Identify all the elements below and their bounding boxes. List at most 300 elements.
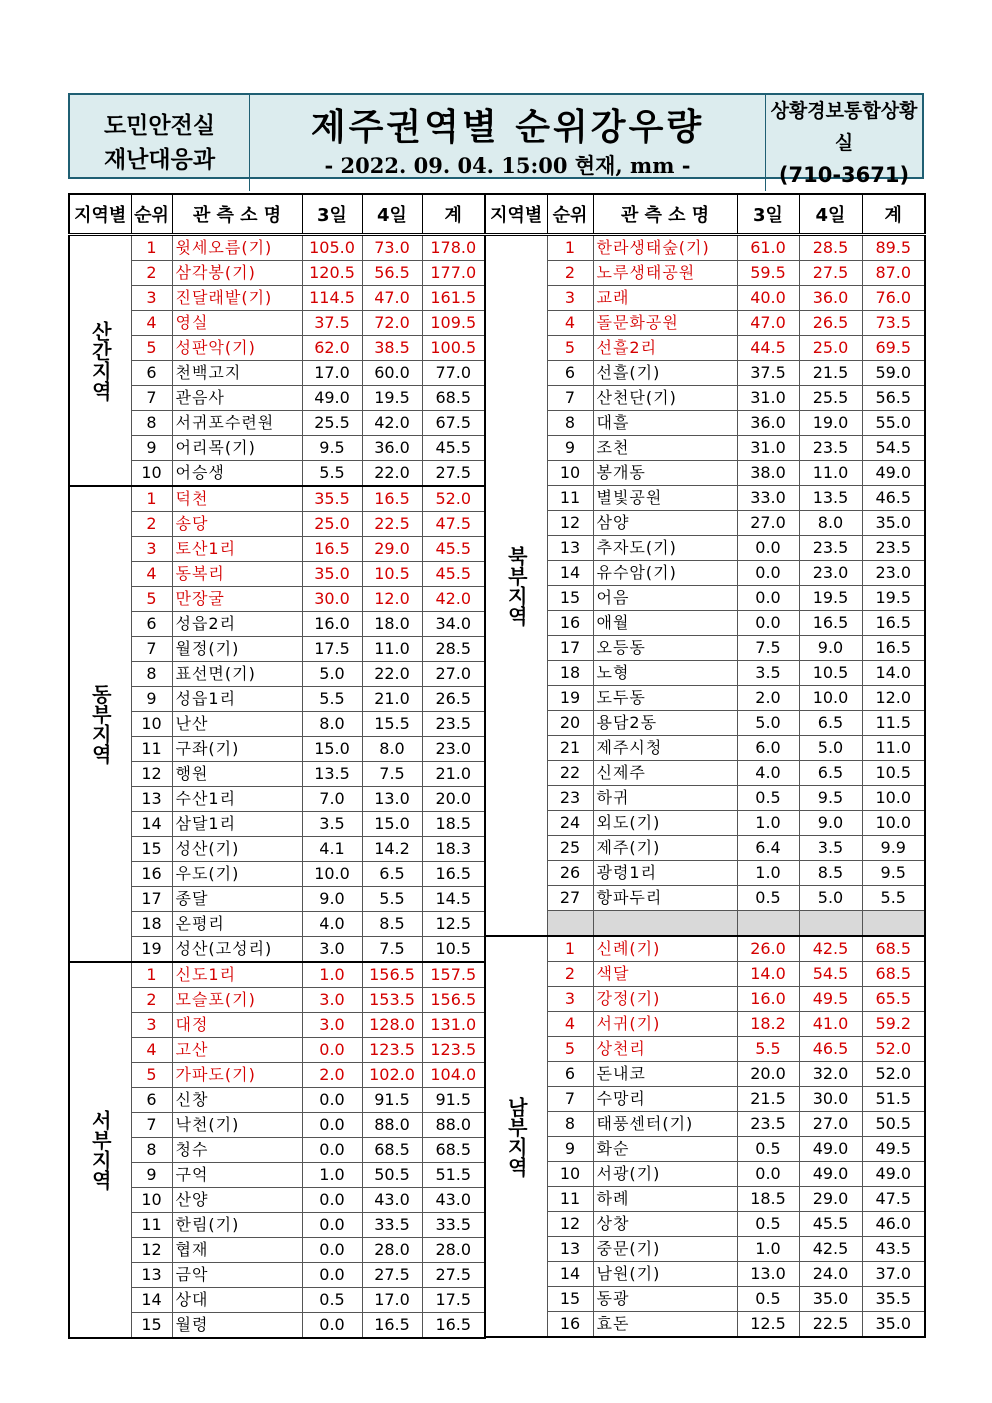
day4-rainfall-cell: 24.0 bbox=[799, 1262, 862, 1287]
total-rainfall-cell: 18.3 bbox=[422, 837, 485, 862]
office-name: 상황경보통합상황실 bbox=[770, 100, 918, 154]
total-rainfall-cell: 37.0 bbox=[862, 1262, 925, 1287]
table-row bbox=[69, 962, 485, 988]
rank-cell: 17 bbox=[547, 636, 593, 661]
report-header bbox=[68, 93, 924, 187]
rank-cell: 8 bbox=[131, 1138, 172, 1163]
station-name-cell: 난산 bbox=[172, 712, 302, 737]
day4-rainfall-cell: 25.5 bbox=[799, 386, 862, 411]
rank-cell: 9 bbox=[547, 436, 593, 461]
rank-cell: 3 bbox=[547, 987, 593, 1012]
station-name-cell: 월령 bbox=[172, 1313, 302, 1339]
table-row bbox=[485, 436, 925, 461]
day3-rainfall-cell: 3.0 bbox=[302, 937, 362, 963]
station-name-cell: 제주(기) bbox=[593, 836, 737, 861]
day3-rainfall-cell: 0.5 bbox=[302, 1288, 362, 1313]
total-rainfall-cell: 26.5 bbox=[422, 687, 485, 712]
table-row bbox=[69, 336, 485, 361]
total-rainfall-cell: 35.0 bbox=[862, 1312, 925, 1338]
rank-cell: 3 bbox=[547, 286, 593, 311]
total-rainfall-cell: 55.0 bbox=[862, 411, 925, 436]
station-name-cell: 우도(기) bbox=[172, 862, 302, 887]
day4-rainfall-cell: 28.5 bbox=[799, 235, 862, 261]
rank-cell: 7 bbox=[131, 637, 172, 662]
day3-rainfall-cell: 9.0 bbox=[302, 887, 362, 912]
table-row bbox=[69, 1138, 485, 1163]
rank-cell: 5 bbox=[547, 336, 593, 361]
table-row bbox=[69, 1163, 485, 1188]
col-header-rank: 순위 bbox=[131, 194, 172, 235]
station-name-cell: 동광 bbox=[593, 1287, 737, 1312]
table-row bbox=[485, 1137, 925, 1162]
table-row bbox=[485, 936, 925, 962]
day3-rainfall-cell: 3.0 bbox=[302, 1013, 362, 1038]
total-rainfall-cell: 16.5 bbox=[862, 636, 925, 661]
col-header-station: 관 측 소 명 bbox=[593, 194, 737, 235]
day3-rainfall-cell: 0.0 bbox=[302, 1113, 362, 1138]
day3-rainfall-cell: 12.5 bbox=[737, 1312, 799, 1338]
rank-cell: 2 bbox=[131, 512, 172, 537]
blank-row bbox=[485, 911, 925, 937]
day3-rainfall-cell: 0.0 bbox=[302, 1263, 362, 1288]
table-row bbox=[69, 1263, 485, 1288]
day4-rainfall-cell: 12.0 bbox=[362, 587, 422, 612]
department-name: 도민안전실 bbox=[103, 113, 216, 139]
day4-rainfall-cell: 14.2 bbox=[362, 837, 422, 862]
total-rainfall-cell: 9.5 bbox=[862, 861, 925, 886]
total-rainfall-cell: 11.0 bbox=[862, 736, 925, 761]
total-rainfall-cell: 104.0 bbox=[422, 1063, 485, 1088]
table-row bbox=[485, 1162, 925, 1187]
day4-rainfall-cell: 42.0 bbox=[362, 411, 422, 436]
table-row bbox=[485, 411, 925, 436]
rank-cell: 16 bbox=[131, 862, 172, 887]
rank-cell: 18 bbox=[131, 912, 172, 937]
total-rainfall-cell: 28.0 bbox=[422, 1238, 485, 1263]
station-name-cell: 천백고지 bbox=[172, 361, 302, 386]
rank-cell: 5 bbox=[131, 1063, 172, 1088]
station-name-cell: 삼각봉(기) bbox=[172, 261, 302, 286]
day4-rainfall-cell: 15.0 bbox=[362, 812, 422, 837]
total-rainfall-cell: 23.5 bbox=[862, 536, 925, 561]
col-header-total: 계 bbox=[862, 194, 925, 235]
day4-rainfall-cell: 10.0 bbox=[799, 686, 862, 711]
table-row bbox=[485, 1312, 925, 1338]
day3-rainfall-cell: 59.5 bbox=[737, 261, 799, 286]
day4-rainfall-cell: 60.0 bbox=[362, 361, 422, 386]
day4-rainfall-cell: 5.0 bbox=[799, 736, 862, 761]
day4-rainfall-cell: 13.0 bbox=[362, 787, 422, 812]
day4-rainfall-cell: 25.0 bbox=[799, 336, 862, 361]
day3-rainfall-cell: 4.1 bbox=[302, 837, 362, 862]
rank-cell: 5 bbox=[131, 336, 172, 361]
rank-cell: 2 bbox=[131, 261, 172, 286]
day3-rainfall-cell: 1.0 bbox=[737, 811, 799, 836]
total-rainfall-cell: 52.0 bbox=[422, 486, 485, 512]
table-row bbox=[485, 686, 925, 711]
rank-cell: 6 bbox=[547, 1062, 593, 1087]
day4-rainfall-cell: 72.0 bbox=[362, 311, 422, 336]
total-rainfall-cell: 16.5 bbox=[862, 611, 925, 636]
day3-rainfall-cell: 37.5 bbox=[737, 361, 799, 386]
total-rainfall-cell: 35.0 bbox=[862, 511, 925, 536]
table-row bbox=[69, 1013, 485, 1038]
rank-cell: 21 bbox=[547, 736, 593, 761]
table-row bbox=[69, 1313, 485, 1339]
total-rainfall-cell: 68.5 bbox=[862, 962, 925, 987]
rank-cell: 19 bbox=[547, 686, 593, 711]
total-rainfall-cell: 16.5 bbox=[422, 862, 485, 887]
day4-rainfall-cell: 43.0 bbox=[362, 1188, 422, 1213]
rank-cell: 5 bbox=[131, 587, 172, 612]
day3-rainfall-cell: 0.0 bbox=[302, 1038, 362, 1063]
col-header-region: 지역별 bbox=[485, 194, 547, 235]
total-rainfall-cell: 16.5 bbox=[422, 1313, 485, 1339]
table-row bbox=[69, 486, 485, 512]
rank-cell: 26 bbox=[547, 861, 593, 886]
office-phone: (710-3671) bbox=[778, 163, 910, 187]
table-row bbox=[69, 587, 485, 612]
col-header-day3: 3일 bbox=[302, 194, 362, 235]
day3-rainfall-cell: 35.0 bbox=[302, 562, 362, 587]
station-name-cell: 만장굴 bbox=[172, 587, 302, 612]
day4-rainfall-cell: 27.0 bbox=[799, 1112, 862, 1137]
day3-rainfall-cell: 0.5 bbox=[737, 786, 799, 811]
station-name-cell: 노루생태공원 bbox=[593, 261, 737, 286]
table-row bbox=[485, 235, 925, 261]
rank-cell: 15 bbox=[131, 1313, 172, 1339]
rank-cell: 13 bbox=[131, 787, 172, 812]
day4-rainfall-cell: 91.5 bbox=[362, 1088, 422, 1113]
col-header-day4: 4일 bbox=[362, 194, 422, 235]
rank-cell: 4 bbox=[547, 1012, 593, 1037]
station-name-cell: 서귀포수련원 bbox=[172, 411, 302, 436]
rank-cell: 13 bbox=[131, 1263, 172, 1288]
station-name-cell: 수산1리 bbox=[172, 787, 302, 812]
day3-rainfall-cell: 0.5 bbox=[737, 1287, 799, 1312]
total-rainfall-cell: 10.5 bbox=[862, 761, 925, 786]
rank-cell: 3 bbox=[131, 537, 172, 562]
total-rainfall-cell: 12.0 bbox=[862, 686, 925, 711]
day4-rainfall-cell: 22.5 bbox=[362, 512, 422, 537]
day3-rainfall-cell: 1.0 bbox=[302, 962, 362, 988]
station-name-cell: 외도(기) bbox=[593, 811, 737, 836]
table-row bbox=[485, 886, 925, 911]
table-row bbox=[69, 687, 485, 712]
station-name-cell: 서광(기) bbox=[593, 1162, 737, 1187]
station-name-cell: 선흘(기) bbox=[593, 361, 737, 386]
day3-rainfall-cell: 5.0 bbox=[302, 662, 362, 687]
region-label: 서부지역 bbox=[69, 962, 131, 1338]
day3-rainfall-cell: 1.0 bbox=[737, 1237, 799, 1262]
total-rainfall-cell: 20.0 bbox=[422, 787, 485, 812]
table-row bbox=[69, 612, 485, 637]
day4-rainfall-cell: 156.5 bbox=[362, 962, 422, 988]
total-rainfall-cell: 11.5 bbox=[862, 711, 925, 736]
day3-rainfall-cell: 16.5 bbox=[302, 537, 362, 562]
total-rainfall-cell: 59.2 bbox=[862, 1012, 925, 1037]
rank-cell: 19 bbox=[131, 937, 172, 963]
station-name-cell: 어리목(기) bbox=[172, 436, 302, 461]
station-name-cell: 송당 bbox=[172, 512, 302, 537]
day4-rainfall-cell: 23.5 bbox=[799, 536, 862, 561]
station-name-cell: 윗세오름(기) bbox=[172, 235, 302, 261]
day3-rainfall-cell: 47.0 bbox=[737, 311, 799, 336]
day4-rainfall-cell: 9.0 bbox=[799, 811, 862, 836]
table-row bbox=[485, 561, 925, 586]
day4-rainfall-cell: 27.5 bbox=[799, 261, 862, 286]
day3-rainfall-cell: 3.5 bbox=[302, 812, 362, 837]
table-row bbox=[485, 1012, 925, 1037]
day3-rainfall-cell: 18.5 bbox=[737, 1187, 799, 1212]
rank-cell: 8 bbox=[131, 411, 172, 436]
table-row bbox=[485, 636, 925, 661]
total-rainfall-cell: 18.5 bbox=[422, 812, 485, 837]
table-row bbox=[69, 1063, 485, 1088]
table-row bbox=[69, 862, 485, 887]
total-rainfall-cell: 156.5 bbox=[422, 988, 485, 1013]
region-label: 북부지역 bbox=[485, 235, 547, 937]
rank-cell: 11 bbox=[131, 1213, 172, 1238]
table-row bbox=[485, 511, 925, 536]
table-row bbox=[69, 937, 485, 963]
station-name-cell: 고산 bbox=[172, 1038, 302, 1063]
day3-rainfall-cell: 0.0 bbox=[737, 1162, 799, 1187]
day3-rainfall-cell: 15.0 bbox=[302, 737, 362, 762]
table-row bbox=[69, 261, 485, 286]
station-name-cell: 신창 bbox=[172, 1088, 302, 1113]
station-name-cell: 금악 bbox=[172, 1263, 302, 1288]
station-name-cell: 용담2동 bbox=[593, 711, 737, 736]
day3-rainfall-cell: 26.0 bbox=[737, 936, 799, 962]
total-rainfall-cell: 27.5 bbox=[422, 461, 485, 487]
station-name-cell: 성읍2리 bbox=[172, 612, 302, 637]
table-row bbox=[69, 762, 485, 787]
table-row bbox=[485, 1112, 925, 1137]
total-rainfall-cell: 68.5 bbox=[862, 936, 925, 962]
day3-rainfall-cell: 37.5 bbox=[302, 311, 362, 336]
col-header-region: 지역별 bbox=[69, 194, 131, 235]
total-rainfall-cell: 56.5 bbox=[862, 386, 925, 411]
day4-rainfall-cell: 41.0 bbox=[799, 1012, 862, 1037]
total-rainfall-cell: 69.5 bbox=[862, 336, 925, 361]
total-rainfall-cell: 45.5 bbox=[422, 537, 485, 562]
station-name-cell: 산천단(기) bbox=[593, 386, 737, 411]
day3-rainfall-cell: 7.0 bbox=[302, 787, 362, 812]
day3-rainfall-cell: 0.5 bbox=[737, 1137, 799, 1162]
rank-cell: 9 bbox=[131, 687, 172, 712]
total-rainfall-cell: 10.0 bbox=[862, 811, 925, 836]
station-name-cell: 덕천 bbox=[172, 486, 302, 512]
total-rainfall-cell: 43.0 bbox=[422, 1188, 485, 1213]
total-rainfall-cell: 76.0 bbox=[862, 286, 925, 311]
report-timestamp: - 2022. 09. 04. 15:00 현재, mm - bbox=[324, 153, 691, 178]
day4-rainfall-cell: 16.5 bbox=[799, 611, 862, 636]
day4-rainfall-cell: 68.5 bbox=[362, 1138, 422, 1163]
table-row bbox=[485, 661, 925, 686]
total-rainfall-cell: 21.0 bbox=[422, 762, 485, 787]
station-name-cell: 표선면(기) bbox=[172, 662, 302, 687]
day3-rainfall-cell: 17.5 bbox=[302, 637, 362, 662]
station-name-cell: 봉개동 bbox=[593, 461, 737, 486]
rank-cell: 6 bbox=[131, 612, 172, 637]
blank-cell bbox=[799, 911, 862, 937]
table-row bbox=[69, 812, 485, 837]
day4-rainfall-cell: 22.0 bbox=[362, 461, 422, 487]
table-row bbox=[69, 361, 485, 386]
station-name-cell: 가파도(기) bbox=[172, 1063, 302, 1088]
rank-cell: 3 bbox=[131, 286, 172, 311]
day4-rainfall-cell: 10.5 bbox=[799, 661, 862, 686]
rank-cell: 17 bbox=[131, 887, 172, 912]
rank-cell: 1 bbox=[547, 235, 593, 261]
day3-rainfall-cell: 2.0 bbox=[302, 1063, 362, 1088]
table-row bbox=[69, 562, 485, 587]
station-name-cell: 성읍1리 bbox=[172, 687, 302, 712]
rank-cell: 7 bbox=[131, 1113, 172, 1138]
table-row bbox=[485, 1087, 925, 1112]
table-row bbox=[485, 286, 925, 311]
rank-cell: 1 bbox=[131, 235, 172, 261]
station-name-cell: 중문(기) bbox=[593, 1237, 737, 1262]
station-name-cell: 모슬포(기) bbox=[172, 988, 302, 1013]
total-rainfall-cell: 161.5 bbox=[422, 286, 485, 311]
table-row bbox=[485, 386, 925, 411]
table-row bbox=[69, 637, 485, 662]
total-rainfall-cell: 77.0 bbox=[422, 361, 485, 386]
day4-rainfall-cell: 11.0 bbox=[362, 637, 422, 662]
table-row bbox=[69, 837, 485, 862]
station-name-cell: 월정(기) bbox=[172, 637, 302, 662]
station-name-cell: 신제주 bbox=[593, 761, 737, 786]
day3-rainfall-cell: 9.5 bbox=[302, 436, 362, 461]
day4-rainfall-cell: 8.5 bbox=[799, 861, 862, 886]
table-row bbox=[69, 1188, 485, 1213]
day3-rainfall-cell: 6.0 bbox=[737, 736, 799, 761]
region-label: 남부지역 bbox=[485, 936, 547, 1337]
table-row bbox=[485, 1262, 925, 1287]
rank-cell: 2 bbox=[547, 261, 593, 286]
total-rainfall-cell: 10.5 bbox=[422, 937, 485, 963]
total-rainfall-cell: 131.0 bbox=[422, 1013, 485, 1038]
rank-cell: 1 bbox=[131, 486, 172, 512]
table-row bbox=[69, 1238, 485, 1263]
station-name-cell: 동복리 bbox=[172, 562, 302, 587]
col-header-total: 계 bbox=[422, 194, 485, 235]
table-row bbox=[485, 486, 925, 511]
total-rainfall-cell: 33.5 bbox=[422, 1213, 485, 1238]
report-title: 제주권역별 순위강우량 bbox=[310, 107, 705, 148]
rank-cell: 7 bbox=[131, 386, 172, 411]
day3-rainfall-cell: 49.0 bbox=[302, 386, 362, 411]
day3-rainfall-cell: 27.0 bbox=[737, 511, 799, 536]
total-rainfall-cell: 35.5 bbox=[862, 1287, 925, 1312]
total-rainfall-cell: 109.5 bbox=[422, 311, 485, 336]
total-rainfall-cell: 42.0 bbox=[422, 587, 485, 612]
day3-rainfall-cell: 0.0 bbox=[302, 1213, 362, 1238]
day4-rainfall-cell: 6.5 bbox=[799, 761, 862, 786]
day4-rainfall-cell: 46.5 bbox=[799, 1037, 862, 1062]
table-row bbox=[69, 662, 485, 687]
table-row bbox=[485, 836, 925, 861]
table-row bbox=[485, 861, 925, 886]
rank-cell: 22 bbox=[547, 761, 593, 786]
day3-rainfall-cell: 0.0 bbox=[302, 1138, 362, 1163]
station-name-cell: 노형 bbox=[593, 661, 737, 686]
day3-rainfall-cell: 105.0 bbox=[302, 235, 362, 261]
day4-rainfall-cell: 123.5 bbox=[362, 1038, 422, 1063]
day4-rainfall-cell: 19.5 bbox=[799, 586, 862, 611]
day4-rainfall-cell: 16.5 bbox=[362, 486, 422, 512]
day3-rainfall-cell: 5.5 bbox=[302, 687, 362, 712]
day4-rainfall-cell: 19.0 bbox=[799, 411, 862, 436]
station-name-cell: 성산(기) bbox=[172, 837, 302, 862]
total-rainfall-cell: 59.0 bbox=[862, 361, 925, 386]
total-rainfall-cell: 10.0 bbox=[862, 786, 925, 811]
day3-rainfall-cell: 1.0 bbox=[302, 1163, 362, 1188]
day3-rainfall-cell: 13.5 bbox=[302, 762, 362, 787]
day4-rainfall-cell: 17.0 bbox=[362, 1288, 422, 1313]
station-name-cell: 유수암(기) bbox=[593, 561, 737, 586]
station-name-cell: 효돈 bbox=[593, 1312, 737, 1338]
total-rainfall-cell: 45.5 bbox=[422, 436, 485, 461]
table-row bbox=[69, 887, 485, 912]
station-name-cell: 오등동 bbox=[593, 636, 737, 661]
region-label: 산간지역 bbox=[69, 235, 131, 487]
station-name-cell: 삼달1리 bbox=[172, 812, 302, 837]
blank-cell bbox=[547, 911, 593, 937]
station-name-cell: 조천 bbox=[593, 436, 737, 461]
col-header-rank: 순위 bbox=[547, 194, 593, 235]
table-row bbox=[69, 235, 485, 261]
station-name-cell: 애월 bbox=[593, 611, 737, 636]
table-row bbox=[69, 537, 485, 562]
col-header-day3: 3일 bbox=[737, 194, 799, 235]
station-name-cell: 별빛공원 bbox=[593, 486, 737, 511]
day3-rainfall-cell: 20.0 bbox=[737, 1062, 799, 1087]
day4-rainfall-cell: 102.0 bbox=[362, 1063, 422, 1088]
station-name-cell: 추자도(기) bbox=[593, 536, 737, 561]
station-name-cell: 돈내코 bbox=[593, 1062, 737, 1087]
rank-cell: 8 bbox=[547, 411, 593, 436]
day4-rainfall-cell: 29.0 bbox=[362, 537, 422, 562]
table-row bbox=[485, 962, 925, 987]
total-rainfall-cell: 28.5 bbox=[422, 637, 485, 662]
day4-rainfall-cell: 29.0 bbox=[799, 1187, 862, 1212]
total-rainfall-cell: 177.0 bbox=[422, 261, 485, 286]
day3-rainfall-cell: 4.0 bbox=[737, 761, 799, 786]
rank-cell: 14 bbox=[547, 561, 593, 586]
rank-cell: 15 bbox=[131, 837, 172, 862]
total-rainfall-cell: 49.5 bbox=[862, 1137, 925, 1162]
rank-cell: 2 bbox=[131, 988, 172, 1013]
day3-rainfall-cell: 0.0 bbox=[302, 1238, 362, 1263]
rank-cell: 10 bbox=[547, 461, 593, 486]
station-name-cell: 종달 bbox=[172, 887, 302, 912]
station-name-cell: 영실 bbox=[172, 311, 302, 336]
day4-rainfall-cell: 22.0 bbox=[362, 662, 422, 687]
total-rainfall-cell: 51.5 bbox=[862, 1087, 925, 1112]
table-row bbox=[485, 1187, 925, 1212]
day4-rainfall-cell: 42.5 bbox=[799, 1237, 862, 1262]
station-name-cell: 선흘2리 bbox=[593, 336, 737, 361]
day3-rainfall-cell: 0.0 bbox=[302, 1188, 362, 1213]
day3-rainfall-cell: 33.0 bbox=[737, 486, 799, 511]
station-name-cell: 도두동 bbox=[593, 686, 737, 711]
total-rainfall-cell: 157.5 bbox=[422, 962, 485, 988]
station-name-cell: 온평리 bbox=[172, 912, 302, 937]
station-name-cell: 서귀(기) bbox=[593, 1012, 737, 1037]
